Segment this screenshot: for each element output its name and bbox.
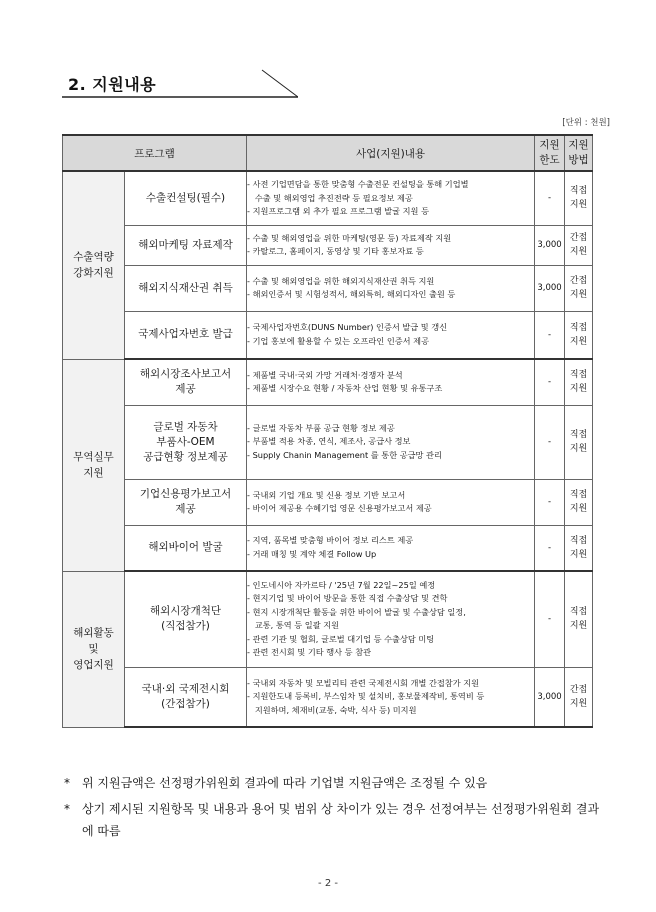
table-row <box>63 359 593 405</box>
amount-cell: 3,000 <box>535 667 565 727</box>
method-cell: 직접 지원 <box>565 571 593 667</box>
table-row <box>63 311 593 359</box>
table-body <box>63 171 593 727</box>
amount-cell: - <box>535 171 565 225</box>
program-cell: 국내·외 국제전시회 (간접참가) <box>125 667 247 727</box>
note-text: 위 지원금액은 선정평가위원회 결과에 따라 기업별 지원금액은 조정될 수 있음 <box>82 776 488 790</box>
notes <box>62 772 602 846</box>
amount-cell: - <box>535 405 565 479</box>
page-number: - 2 - <box>318 878 338 889</box>
note-star: * <box>64 776 70 790</box>
category-cell: 수출역량 강화지원 <box>63 171 125 359</box>
method-cell: 직접 지원 <box>565 359 593 405</box>
method-cell: 직접 지원 <box>565 479 593 525</box>
table-row <box>63 571 593 667</box>
content-cell: - 지역, 품목별 맞춤형 바이어 정보 리스트 제공 - 거래 매칭 및 계약 체결 Follow Up <box>247 525 535 571</box>
method-cell: 직접 지원 <box>565 405 593 479</box>
note-2 <box>62 798 602 842</box>
table-row <box>63 525 593 571</box>
content-cell: - 국제사업자번호(DUNS Number) 인증서 발급 및 갱신 - 기업 홍보에 활용할 수 있는 오프라인 인증서 제공 <box>247 311 535 359</box>
header-program: 프로그램 <box>63 135 247 171</box>
content-cell: - 사전 기업면담을 통한 맞춤형 수출전문 컨설팅을 통해 기업별 수출 및 해외영업 추진전략 등 필요정보 제공 - 지원프로그램 외 추가 필요 프로그램 발굴 지원 등 <box>247 171 535 225</box>
category-cell: 무역실무 지원 <box>63 359 125 571</box>
program-cell: 해외시장조사보고서 제공 <box>125 359 247 405</box>
program-cell: 해외바이어 발굴 <box>125 525 247 571</box>
method-cell: 직접 지원 <box>565 311 593 359</box>
header-content: 사업(지원)내용 <box>247 135 535 171</box>
unit-label: [단위 : 천원] <box>562 118 610 128</box>
amount-cell: - <box>535 311 565 359</box>
table-row <box>63 225 593 265</box>
support-table <box>62 134 593 728</box>
program-cell: 국제사업자번호 발급 <box>125 311 247 359</box>
program-cell: 해외지식재산권 취득 <box>125 265 247 311</box>
note-1 <box>62 772 602 794</box>
note-star: * <box>64 802 70 816</box>
content-cell: - 수출 및 해외영업을 위한 마케팅(영문 등) 자료제작 지원 - 카탈로그, 홈페이지, 동영상 및 기타 홍보자료 등 <box>247 225 535 265</box>
table-row <box>63 405 593 479</box>
table-row <box>63 265 593 311</box>
note-text: 상기 제시된 지원항목 및 내용과 용어 및 범위 상 차이가 있는 경우 선정여부는 선정평가위원회 결과에 따름 <box>82 802 600 838</box>
content-cell: - 국내외 기업 개요 및 신용 정보 기반 보고서 - 바이어 제공용 수혜기업 영문 신용평가보고서 제공 <box>247 479 535 525</box>
content-cell: - 제품별 국내·국외 가망 거래처·경쟁자 분석 - 제품별 시장수요 현황 / 자동차 산업 현황 및 유통구조 <box>247 359 535 405</box>
content-cell: - 수출 및 해외영업을 위한 해외지식재산권 취득 지원 - 해외인증서 및 시험성적서, 해외특허, 해외디자인 출원 등 <box>247 265 535 311</box>
table-row <box>63 667 593 727</box>
program-cell: 해외시장개척단 (직접참가) <box>125 571 247 667</box>
category-cell: 해외활동 및 영업지원 <box>63 571 125 727</box>
program-cell: 글로벌 자동차 부품사-OEM 공급현황 정보제공 <box>125 405 247 479</box>
content-cell: - 국내외 자동차 및 모빌리티 관련 국제전시회 개별 간접참가 지원 - 지원한도내 등록비, 부스임차 및 설치비, 홍보물제작비, 통역비 등 지원하며, 체재비(교통, 숙박, 식사 등) 미지원 <box>247 667 535 727</box>
method-cell: 직접 지원 <box>565 171 593 225</box>
table-header-row <box>63 135 593 171</box>
section-heading: 2. 지원내용 <box>68 75 157 94</box>
method-cell: 간접 지원 <box>565 265 593 311</box>
amount-cell: - <box>535 571 565 667</box>
table-row <box>63 479 593 525</box>
amount-cell: - <box>535 359 565 405</box>
section-title <box>62 68 298 98</box>
content-cell: - 인도네시아 자카르타 / '25년 7월 22일~25일 예정 - 현지기업 및 바이어 방문을 통한 직접 수출상담 및 견학 - 현지 시장개척단 활동을 위한 바이어 발굴 및 수출상담 일정, 교통, 통역 등 일괄 지원 - 관련 기관 및 협회, 글로벌 대기업 등 수출상담 미팅 - 관련 전시회 및 기타 행사 등 참관 <box>247 571 535 667</box>
content-cell: - 글로벌 자동차 부품 공급 현황 정보 제공 - 부품별 적용 차종, 연식, 제조사, 공급사 정보 - Supply Chanin Management 를 통한 공급망 관리 <box>247 405 535 479</box>
header-limit: 지원 한도 <box>535 135 565 171</box>
amount-cell: - <box>535 525 565 571</box>
amount-cell: 3,000 <box>535 225 565 265</box>
header-method: 지원 방법 <box>565 135 593 171</box>
method-cell: 간접 지원 <box>565 225 593 265</box>
method-cell: 간접 지원 <box>565 667 593 727</box>
program-cell: 기업신용평가보고서 제공 <box>125 479 247 525</box>
method-cell: 직접 지원 <box>565 525 593 571</box>
program-cell: 수출컨설팅(필수) <box>125 171 247 225</box>
amount-cell: 3,000 <box>535 265 565 311</box>
program-cell: 해외마케팅 자료제작 <box>125 225 247 265</box>
amount-cell: - <box>535 479 565 525</box>
table-row <box>63 171 593 225</box>
